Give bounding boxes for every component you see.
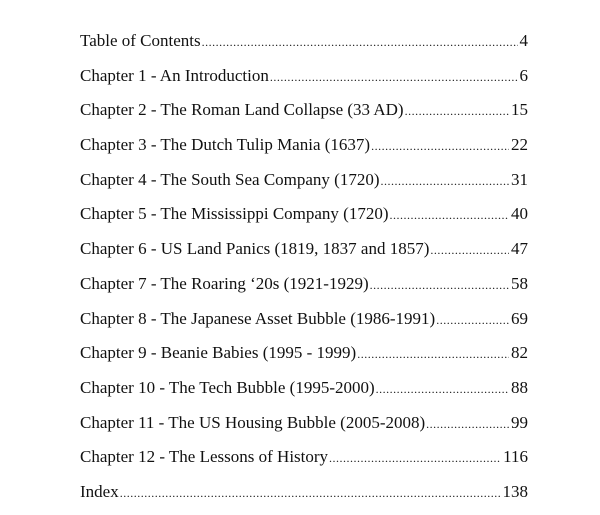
toc-entry-chapter-4: [80, 163, 528, 198]
dot-leader: [381, 175, 509, 187]
dot-leader: [329, 452, 501, 464]
toc-entry-chapter-3: [80, 128, 528, 163]
toc-entry-title: Chapter 4 - The South Sea Company (1720): [80, 169, 380, 189]
toc-entry-title: Chapter 9 - Beanie Babies (1995 - 1999): [80, 343, 357, 363]
toc-entry-title: Index: [80, 481, 119, 501]
toc-entry-page-number: 4: [519, 31, 528, 50]
dot-leader: [376, 383, 509, 395]
dot-leader: [370, 279, 509, 291]
toc-entry-chapter-9: [80, 336, 528, 371]
toc-entry-page-number: 116: [503, 447, 528, 467]
toc-entry-title: Chapter 1 - An Introduction: [80, 65, 269, 85]
toc-entry-table-of-contents: [80, 24, 528, 59]
toc-entry-page-number: 99: [511, 412, 528, 432]
toc-entry-title: Chapter 6 - US Land Panics (1819, 1837 and 1857): [80, 239, 430, 259]
toc-entry-page-number: 58: [511, 273, 528, 293]
toc-entry-chapter-5: [80, 197, 528, 232]
toc-entry-page-number: 40: [511, 204, 528, 224]
toc-entry-page-number: 31: [511, 169, 528, 189]
toc-entry-page-number: 15: [511, 100, 528, 120]
toc-entry-title: Chapter 3 - The Dutch Tulip Mania (1637): [80, 135, 371, 155]
toc-entry-title: Chapter 8 - The Japanese Asset Bubble (1986-1991): [80, 308, 436, 328]
toc-entry-chapter-1: [80, 59, 528, 94]
toc-entry-chapter-8: [80, 302, 528, 337]
toc-entry-chapter-11: [80, 406, 528, 441]
toc-entry-page-number: 6: [519, 65, 528, 85]
dot-leader: [120, 487, 501, 499]
dot-leader: [202, 36, 518, 48]
toc-entry-chapter-7: [80, 267, 528, 302]
toc-entry-page-number: 69: [511, 308, 528, 328]
dot-leader: [405, 105, 509, 117]
dot-leader: [390, 209, 510, 221]
toc-entry-title: Chapter 5 - The Mississippi Company (1720): [80, 204, 389, 224]
toc-entry-index: [80, 475, 528, 510]
dot-leader: [430, 244, 509, 256]
toc-entry-chapter-6: [80, 232, 528, 267]
toc-entry-title: Table of Contents: [80, 31, 201, 50]
dot-leader: [436, 314, 509, 326]
toc-entry-page-number: 138: [502, 481, 528, 501]
toc-entry-title: Chapter 2 - The Roman Land Collapse (33 AD): [80, 100, 404, 120]
toc-entry-title: Chapter 7 - The Roaring ‘20s (1921-1929): [80, 273, 369, 293]
toc-entry-page-number: 22: [511, 135, 528, 155]
dot-leader: [426, 418, 509, 430]
toc-entry-page-number: 88: [511, 377, 528, 397]
toc-entry-title: Chapter 10 - The Tech Bubble (1995-2000): [80, 377, 375, 397]
toc-entry-chapter-12: [80, 440, 528, 475]
dot-leader: [270, 71, 518, 83]
table-of-contents: [80, 24, 528, 510]
toc-entry-page-number: 47: [511, 239, 528, 259]
dot-leader: [371, 140, 509, 152]
toc-entry-page-number: 82: [511, 343, 528, 363]
toc-entry-chapter-2: [80, 93, 528, 128]
toc-entry-title: Chapter 11 - The US Housing Bubble (2005-2008): [80, 412, 426, 432]
dot-leader: [357, 348, 509, 360]
toc-entry-chapter-10: [80, 371, 528, 406]
toc-entry-title: Chapter 12 - The Lessons of History: [80, 447, 329, 467]
